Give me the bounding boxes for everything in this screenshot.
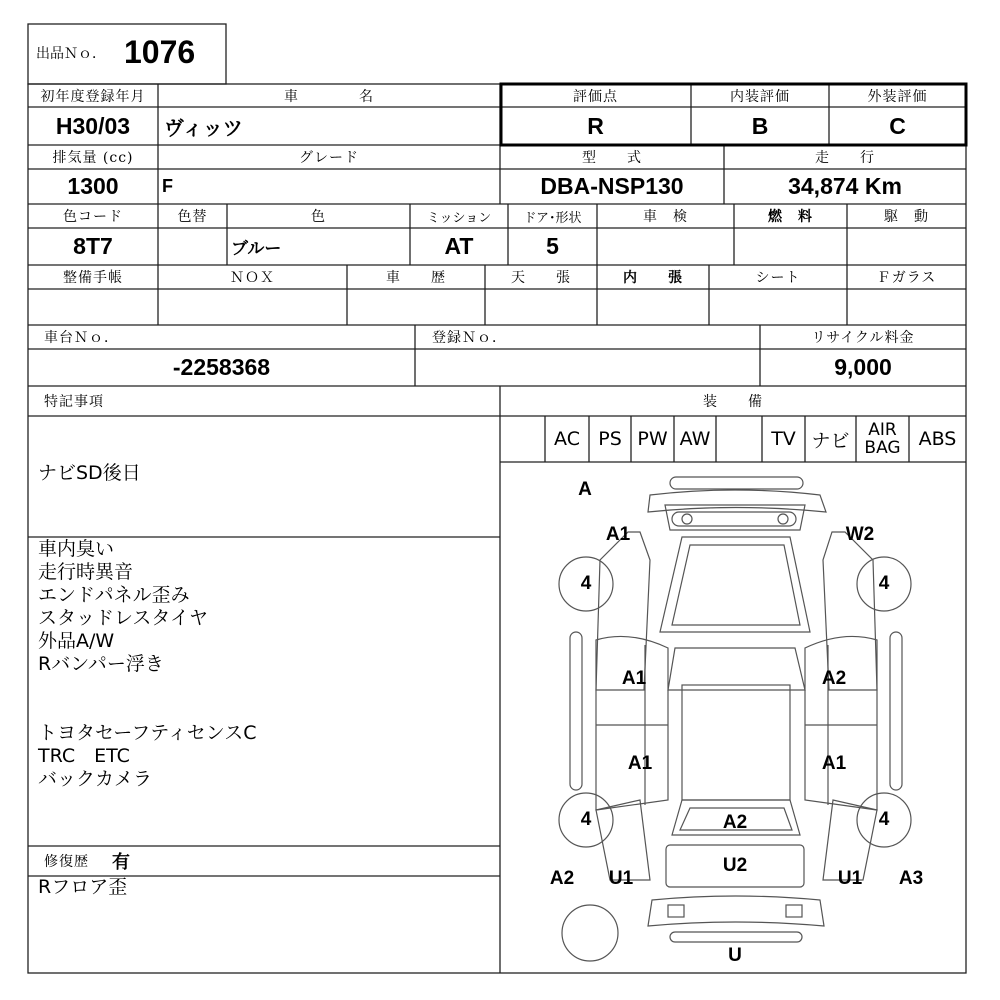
drive-header: 駆 動 [884, 209, 929, 225]
damage-mark-rear-right: U1 [837, 868, 863, 889]
notes-top: ナビSD後日 [38, 462, 141, 484]
mileage-header: 走 行 [815, 150, 875, 166]
nox-header: ＮＯＸ [230, 270, 275, 286]
recycle-value: 9,000 [834, 354, 892, 380]
repair-header: 修復歴 [44, 854, 89, 870]
damage-mark-right-front-door: A2 [821, 668, 847, 689]
fuel-header: 燃 料 [768, 209, 813, 225]
interior-header: 内装評価 [730, 88, 790, 105]
equipment-item-ac: AC [554, 428, 580, 450]
mission-header: ミッション [426, 210, 492, 226]
reg-header: 初年度登録年月 [40, 88, 146, 105]
interior-value: B [751, 112, 769, 139]
damage-mark-left-rear-door: A1 [627, 753, 653, 774]
damage-mark-rear-window: A2 [722, 812, 748, 833]
damage-mark-left-front-door: A1 [621, 668, 647, 689]
tire-mark-front-right: 4 [878, 573, 890, 594]
chassis-value: -2258368 [172, 354, 271, 380]
damage-mark-front-left: A1 [605, 524, 631, 545]
seat-header: シート [755, 270, 801, 286]
car-name-value: ヴィッツ [164, 117, 243, 140]
equipment-item-airbag: AIR BAG [864, 420, 901, 458]
equipment-item-abs: ABS [918, 428, 957, 450]
note-line: 外品A/W [38, 630, 115, 652]
notes-header: 特記事項 [44, 394, 104, 410]
damage-mark-rear-left-quarter: A2 [549, 868, 575, 889]
note-line: 走行時異音 [38, 561, 134, 583]
grade-value: F [162, 176, 173, 196]
repair-note: Rフロア歪 [38, 876, 128, 898]
note-line: バックカメラ [38, 768, 153, 790]
maintenance-header: 整備手帳 [63, 270, 123, 286]
tire-mark-rear-left: 4 [580, 809, 592, 830]
damage-mark-front: A [578, 479, 592, 500]
f-glass-header: Ｆガラス [876, 270, 937, 286]
interior-trim-header: 内 張 [623, 270, 683, 286]
color-code-value: 8T7 [73, 233, 113, 259]
equipment-item-ps: PS [598, 428, 622, 450]
displacement-value: 1300 [67, 173, 119, 199]
mileage-value: 34,874 Km [788, 173, 902, 199]
damage-mark-rear-left: U1 [608, 868, 634, 889]
damage-mark-rear-bumper: U [728, 945, 742, 966]
mission-value: AT [444, 233, 474, 259]
damage-mark-right-rear-door: A1 [821, 753, 847, 774]
note-line: TRC ETC [38, 745, 130, 767]
score-value: R [587, 112, 604, 139]
door-type-header: ドア･形状 [523, 210, 582, 226]
history-header: 車 歴 [386, 270, 446, 286]
equipment-item-aw: AW [679, 428, 711, 450]
tire-mark-front-left: 4 [580, 573, 592, 594]
equipment-header: 装 備 [703, 394, 763, 410]
damage-mark-rear-right-quarter: A3 [898, 868, 924, 889]
damage-mark-rear-hatch: U2 [722, 855, 748, 876]
lot-number: 1076 [124, 33, 196, 70]
note-line: エンドパネル歪み [38, 584, 190, 606]
exterior-header: 外装評価 [867, 88, 928, 105]
note-line: Rバンパー浮き [38, 653, 164, 675]
inspection-header: 車 検 [643, 209, 688, 225]
lot-label: 出品Ｎｏ． [36, 46, 106, 62]
model-header: 型 式 [582, 150, 642, 166]
tire-mark-rear-right: 4 [878, 809, 890, 830]
color-value: ブルー [231, 239, 282, 258]
score-header: 評価点 [573, 88, 618, 105]
reg-value: H30/03 [55, 112, 131, 139]
repair-value: 有 [112, 852, 130, 873]
color-change-header: 色替 [177, 209, 208, 225]
model-value: DBA-NSP130 [540, 173, 684, 199]
color-code-header: 色コード [63, 209, 123, 225]
equipment-item-pw: PW [637, 428, 668, 450]
recycle-header: リサイクル料金 [811, 330, 915, 346]
note-line: スタッドレスタイヤ [38, 607, 209, 629]
equipment-item-tv: TV [771, 428, 796, 450]
chassis-header: 車台Ｎｏ． [44, 330, 119, 346]
grade-header: グレード [299, 150, 359, 166]
roof-header: 天 張 [511, 270, 571, 286]
note-line: トヨタセーフティセンスC [38, 722, 257, 744]
registration-header: 登録Ｎｏ． [432, 330, 507, 346]
note-line: 車内臭い [38, 538, 115, 560]
door-type-value: 5 [546, 233, 559, 259]
car-name-header: 車 名 [284, 88, 374, 105]
displacement-header: 排気量 (cc) [52, 150, 134, 166]
equipment-item-navi: ナビ [811, 429, 850, 452]
exterior-value: C [889, 112, 906, 139]
damage-mark-front-right: W2 [845, 524, 875, 545]
color-header: 色 [311, 209, 326, 225]
